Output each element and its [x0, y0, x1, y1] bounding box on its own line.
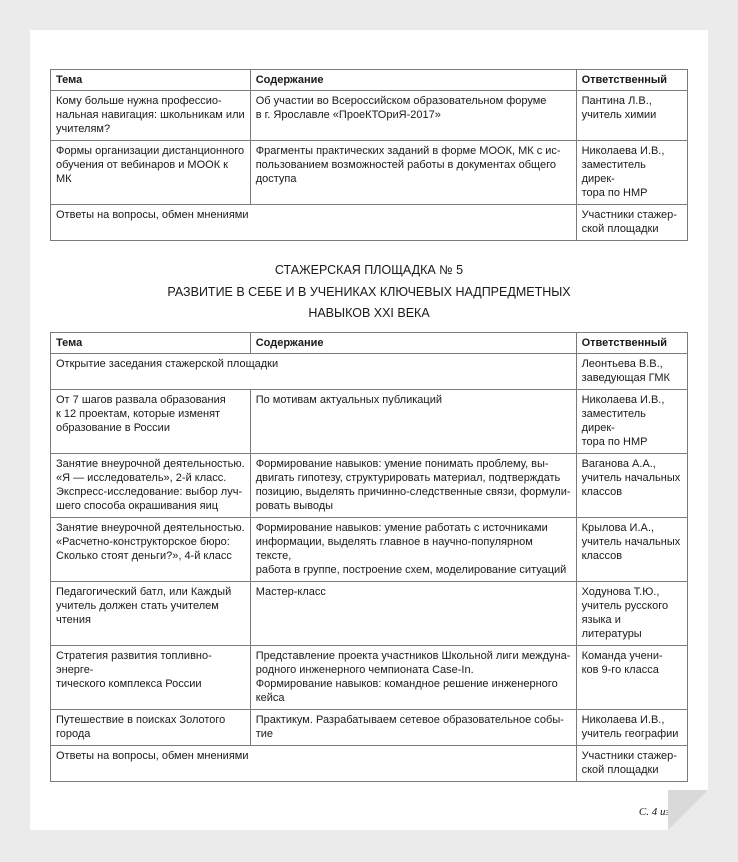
content-cell: Представление проекта участников Школьной лиги междуна- родного инженерного чемпионата Case-In. Формирование навыков: командное решение инженерного кейса [250, 646, 576, 710]
responsible-cell: Николаева И.В., заместитель дирек- тора по НМР [576, 390, 687, 454]
table-row [51, 518, 688, 582]
document-page [30, 30, 708, 830]
responsible-cell: Крылова И.А., учитель начальных классов [576, 518, 687, 582]
content-cell: Формирование навыков: умение работать с источниками информации, выделять главное в научно-популярном тексте, работа в группе, построение схем, моделирование ситуаций [250, 518, 576, 582]
table-row [51, 390, 688, 454]
topic-cell: Кому больше нужна профессио- нальная навигация: школьникам или учителям? [51, 91, 251, 141]
page-curl-corner [668, 790, 708, 830]
topic-cell: Ответы на вопросы, обмен мнениями [51, 205, 577, 241]
topic-cell: Педагогический батл, или Каждый учитель должен стать учителем чтения [51, 582, 251, 646]
table-row [51, 646, 688, 710]
topic-cell: Путешествие в поисках Золотого города [51, 710, 251, 746]
topic-cell: Занятие внеурочной деятельностью. «Расчетно-конструкторское бюро: Сколько стоят деньги?», 4-й класс [51, 518, 251, 582]
topic-cell: Стратегия развития топливно-энерге- тического комплекса России [51, 646, 251, 710]
topic-cell: От 7 шагов развала образования к 12 проектам, которые изменят образование в России [51, 390, 251, 454]
section-heading [30, 260, 708, 325]
header-topic: Тема [51, 70, 251, 91]
responsible-cell: Участники стажер- ской площадки [576, 205, 687, 241]
topic-cell: Открытие заседания стажерской площадки [51, 354, 577, 390]
section-heading-line: РАЗВИТИЕ В СЕБЕ И В УЧЕНИКАХ КЛЮЧЕВЫХ НАДПРЕДМЕТНЫХ [167, 284, 571, 299]
topic-cell: Формы организации дистанционного обучения от вебинаров и МООК к МК [51, 141, 251, 205]
header-responsible: Ответственный [576, 333, 687, 354]
table-row [51, 454, 688, 518]
table-row [51, 205, 688, 241]
header-topic: Тема [51, 333, 251, 354]
responsible-cell: Команда учени- ков 9-го класса [576, 646, 687, 710]
topic-cell: Занятие внеурочной деятельностью. «Я — исследователь», 2-й класс. Экспресс-исследование: выбор луч- шего способа окрашивания яиц [51, 454, 251, 518]
table-row [51, 354, 688, 390]
content-cell: Мастер-класс [250, 582, 576, 646]
table-row [51, 141, 688, 205]
section-heading-line: СТАЖЕРСКАЯ ПЛОЩАДКА № 5 [274, 263, 464, 277]
content-cell: Фрагменты практических заданий в форме МООК, МК с ис- пользованием возможностей работы в документах общего доступа [250, 141, 576, 205]
table-row [51, 91, 688, 141]
topic-cell: Ответы на вопросы, обмен мнениями [51, 746, 577, 782]
responsible-cell: Участники стажер- ской площадки [576, 746, 687, 782]
header-content: Содержание [250, 333, 576, 354]
content-cell: По мотивам актуальных публикаций [250, 390, 576, 454]
table-header-row [51, 333, 688, 354]
responsible-cell: Пантина Л.В., учитель химии [576, 91, 687, 141]
schedule-table-top [50, 69, 688, 241]
header-content: Содержание [250, 70, 576, 91]
responsible-cell: Николаева И.В., заместитель дирек- тора по НМР [576, 141, 687, 205]
page-number: С. 4 из 4 [638, 806, 678, 818]
content-cell: Об участии во Всероссийском образовательном форуме в г. Ярославле «ПроеКТОриЯ-2017» [250, 91, 576, 141]
table-row [51, 582, 688, 646]
responsible-cell: Николаева И.В., учитель географии [576, 710, 687, 746]
table-header-row [51, 70, 688, 91]
responsible-cell: Ходунова Т.Ю., учитель русского языка и литературы [576, 582, 687, 646]
content-cell: Формирование навыков: умение понимать проблему, вы- двигать гипотезу, структурировать материал, подтверждать позицию, выделять причинно-следственные связи, формули- ровать выводы [250, 454, 576, 518]
responsible-cell: Леонтьева В.В., заведующая ГМК [576, 354, 687, 390]
table-row [51, 710, 688, 746]
schedule-table-bottom [50, 332, 688, 782]
table-row [51, 746, 688, 782]
responsible-cell: Ваганова А.А., учитель начальных классов [576, 454, 687, 518]
content-cell: Практикум. Разрабатываем сетевое образовательное собы- тие [250, 710, 576, 746]
section-heading-line: НАВЫКОВ XXI ВЕКА [308, 306, 430, 320]
header-responsible: Ответственный [576, 70, 687, 91]
